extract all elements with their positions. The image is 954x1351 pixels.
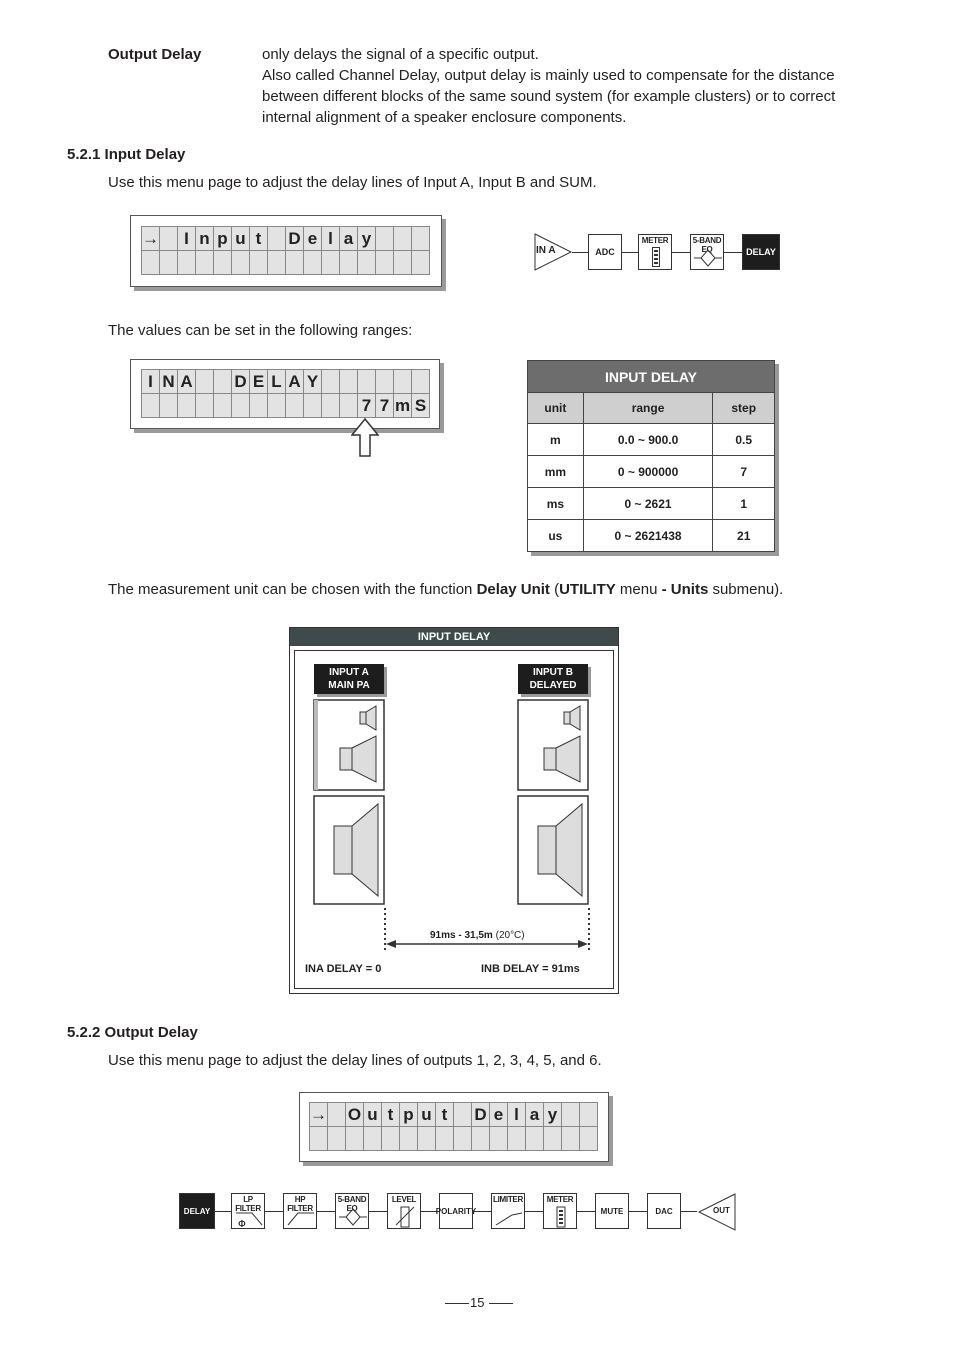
intro-line-1: only delays the signal of a specific output. (262, 46, 539, 63)
lcd-cell: D (472, 1103, 490, 1127)
label-input-b: INPUT B DELAYED (518, 664, 588, 694)
page-number: 15 (470, 1295, 485, 1310)
lcd-cell (436, 1127, 454, 1151)
lcd-cell (160, 394, 178, 418)
table-cell: us (528, 520, 584, 552)
table-cell: 0 ~ 2621438 (583, 520, 713, 552)
lcd-cell (454, 1103, 472, 1127)
lcd-cell: I (142, 370, 160, 394)
lcd-cell: t (436, 1103, 454, 1127)
chain-delay: DELAY (742, 234, 780, 270)
lcd-cell: A (286, 370, 304, 394)
lcd-cell (268, 394, 286, 418)
intro-line-4: internal alignment of a speaker enclosure components. (262, 109, 627, 126)
chain-mute: MUTE (595, 1193, 629, 1229)
lcd-cell: S (412, 394, 430, 418)
lcd-cell (412, 227, 430, 251)
lcd-cell: y (544, 1103, 562, 1127)
lcd-cell: O (346, 1103, 364, 1127)
lcd-cell (328, 1103, 346, 1127)
table-row (528, 424, 775, 456)
lcd-cell: N (160, 370, 178, 394)
lcd-cell (304, 394, 322, 418)
lcd-cell: m (394, 394, 412, 418)
output-delay-heading: 5.2.2 Output Delay (67, 1024, 198, 1041)
5band-eq-icon (338, 1203, 368, 1229)
input-delay-heading: 5.2.1 Input Delay (67, 146, 186, 163)
lp-filter-icon (234, 1203, 264, 1229)
lcd-cell: l (508, 1103, 526, 1127)
eq-curve-icon (693, 247, 723, 269)
lcd-cell (562, 1103, 580, 1127)
lcd-cell (394, 227, 412, 251)
connector (672, 252, 690, 253)
lcd-cell (232, 251, 250, 275)
lcd-cell: u (418, 1103, 436, 1127)
connector (577, 1211, 595, 1212)
table-cell: 0.5 (713, 424, 775, 456)
lcd-cell (508, 1127, 526, 1151)
lcd-cell: a (340, 227, 358, 251)
lcd-ina-delay (130, 359, 440, 429)
lcd-cell: p (400, 1103, 418, 1127)
table-cell: 7 (713, 456, 775, 488)
lcd-cell (214, 370, 232, 394)
lcd-cell (376, 251, 394, 275)
lcd-cell (328, 1127, 346, 1151)
diagram-title: INPUT DELAY (290, 628, 618, 646)
lcd-cell (340, 251, 358, 275)
lcd-cell: D (286, 227, 304, 251)
lcd-cell (196, 370, 214, 394)
lcd-cell: y (358, 227, 376, 251)
inb-delay-label: INB DELAY = 91ms (481, 963, 580, 975)
lcd-cell: e (490, 1103, 508, 1127)
lcd-cell (418, 1127, 436, 1151)
connector (629, 1211, 647, 1212)
lcd-cell (142, 251, 160, 275)
lcd-cell (358, 251, 376, 275)
output-delay-term: Output Delay (108, 46, 202, 63)
lcd-cell (376, 370, 394, 394)
lcd-cell (412, 370, 430, 394)
lcd-cell (346, 1127, 364, 1151)
input-delay-desc: Use this menu page to adjust the delay lines of Input A, Input B and SUM. (108, 174, 597, 191)
lcd-cell (268, 227, 286, 251)
lcd-cell (250, 394, 268, 418)
table-header: range (583, 393, 713, 424)
lcd-input-delay (130, 215, 442, 287)
lcd-grid (309, 1102, 598, 1151)
chain-5band-eq: 5-BAND EQ (690, 234, 724, 270)
limiter-icon (494, 1203, 524, 1229)
meter-icon (652, 247, 660, 267)
lcd-cell: I (178, 227, 196, 251)
lcd-cell: Y (304, 370, 322, 394)
chain-polarity: POLARITY (439, 1193, 473, 1229)
lcd-cell: D (232, 370, 250, 394)
svg-text:Φ: Φ (238, 1219, 246, 1229)
lcd-cell (322, 394, 340, 418)
lcd-cell (196, 251, 214, 275)
chain-adc: ADC (588, 234, 622, 270)
lcd-cell: t (250, 227, 268, 251)
lcd-cell: u (364, 1103, 382, 1127)
lcd-cell (160, 251, 178, 275)
lcd-cell (286, 251, 304, 275)
chain-out-label: OUT (713, 1206, 730, 1215)
connector (724, 252, 742, 253)
table-cell: 21 (713, 520, 775, 552)
chain-meter: METER (638, 234, 672, 270)
lcd-cell (160, 227, 178, 251)
page-rule-left (445, 1303, 469, 1304)
table-cell: 0 ~ 2621 (583, 488, 713, 520)
lcd-cell (544, 1127, 562, 1151)
lcd-cell (400, 1127, 418, 1151)
lcd-cell: u (232, 227, 250, 251)
table-row (528, 456, 775, 488)
chain-lp-filter: LP FILTER Φ (231, 1193, 265, 1229)
table-row (528, 520, 775, 552)
intro-line-3: between different blocks of the same sound system (for example clusters) or to correct (262, 88, 836, 105)
output-delay-desc: Use this menu page to adjust the delay lines of outputs 1, 2, 3, 4, 5, and 6. (108, 1052, 602, 1069)
input-signal-chain (533, 232, 783, 274)
table-cell: m (528, 424, 584, 456)
ranges-text: The values can be set in the following ranges: (108, 322, 413, 339)
meter-icon (546, 1203, 576, 1229)
lcd-cell: t (382, 1103, 400, 1127)
lcd-cell (412, 251, 430, 275)
lcd-cell: 7 (358, 394, 376, 418)
lcd-cell: 7 (376, 394, 394, 418)
lcd-cell (340, 370, 358, 394)
connector (681, 1211, 697, 1212)
table-cell: ms (528, 488, 584, 520)
connector (317, 1211, 335, 1212)
lcd-cell: p (214, 227, 232, 251)
table-cell: 1 (713, 488, 775, 520)
lcd-cell (340, 394, 358, 418)
lcd-cell (310, 1127, 328, 1151)
chain-meter: METER (543, 1193, 577, 1229)
table-row (528, 488, 775, 520)
lcd-cell (214, 251, 232, 275)
lcd-cell (322, 251, 340, 275)
lcd-cell (364, 1127, 382, 1151)
connector (572, 252, 588, 253)
page-rule-right (489, 1303, 513, 1304)
lcd-cell (214, 394, 232, 418)
connector (622, 252, 638, 253)
chain-ina-label: IN A (536, 245, 556, 256)
hp-filter-icon (286, 1203, 316, 1229)
lcd-cell (580, 1103, 598, 1127)
lcd-cell: → (310, 1103, 328, 1127)
chain-delay: DELAY (179, 1193, 215, 1229)
lcd-cell: e (304, 227, 322, 251)
lcd-cell: l (322, 227, 340, 251)
unit-note: The measurement unit can be chosen with the function Delay Unit (UTILITY menu - Units submenu). (108, 581, 784, 598)
connector (265, 1211, 283, 1212)
lcd-cell: n (196, 227, 214, 251)
input-delay-diagram (289, 627, 619, 994)
ina-delay-label: INA DELAY = 0 (305, 963, 382, 975)
distance-label: 91ms - 31,5m (20°C) (430, 930, 525, 941)
lcd-cell (376, 227, 394, 251)
lcd-cell: E (250, 370, 268, 394)
lcd-cell (526, 1127, 544, 1151)
lcd-cell (250, 251, 268, 275)
connector (215, 1211, 231, 1212)
table-title: INPUT DELAY (528, 361, 775, 393)
table-cell: mm (528, 456, 584, 488)
chain-hp-filter: HP FILTER (283, 1193, 317, 1229)
lcd-cell (322, 370, 340, 394)
input-delay-table (527, 360, 775, 552)
lcd-cell (580, 1127, 598, 1151)
lcd-cell (232, 394, 250, 418)
intro-line-2: Also called Channel Delay, output delay is mainly used to compensate for the distance (262, 67, 835, 84)
connector (525, 1211, 543, 1212)
lcd-cell (178, 394, 196, 418)
lcd-cell (394, 251, 412, 275)
lcd-cell: → (142, 227, 160, 251)
lcd-cell (196, 394, 214, 418)
lcd-cell (268, 251, 286, 275)
lcd-cell (562, 1127, 580, 1151)
table-cell: 0 ~ 900000 (583, 456, 713, 488)
lcd-cell (358, 370, 376, 394)
lcd-grid (141, 226, 430, 275)
lcd-cell (304, 251, 322, 275)
lcd-cell (472, 1127, 490, 1151)
chain-5band-eq: 5-BAND EQ (335, 1193, 369, 1229)
lcd-cell (490, 1127, 508, 1151)
lcd-cell (178, 251, 196, 275)
connector (473, 1211, 491, 1212)
lcd-cell: A (178, 370, 196, 394)
table-header: step (713, 393, 775, 424)
chain-dac: DAC (647, 1193, 681, 1229)
output-signal-chain (179, 1191, 739, 1233)
lcd-cell (142, 394, 160, 418)
lcd-cell (382, 1127, 400, 1151)
lcd-grid (141, 369, 430, 418)
chain-level: LEVEL (387, 1193, 421, 1229)
connector (369, 1211, 387, 1212)
chain-limiter: LIMITER (491, 1193, 525, 1229)
lcd-cell (454, 1127, 472, 1151)
level-icon (390, 1203, 420, 1229)
table-header: unit (528, 393, 584, 424)
lcd-cell: L (268, 370, 286, 394)
lcd-output-delay (299, 1092, 609, 1162)
table-cell: 0.0 ~ 900.0 (583, 424, 713, 456)
up-arrow-icon (351, 418, 379, 458)
label-input-a: INPUT A MAIN PA (314, 664, 384, 694)
lcd-cell: a (526, 1103, 544, 1127)
lcd-cell (286, 394, 304, 418)
lcd-cell (394, 370, 412, 394)
